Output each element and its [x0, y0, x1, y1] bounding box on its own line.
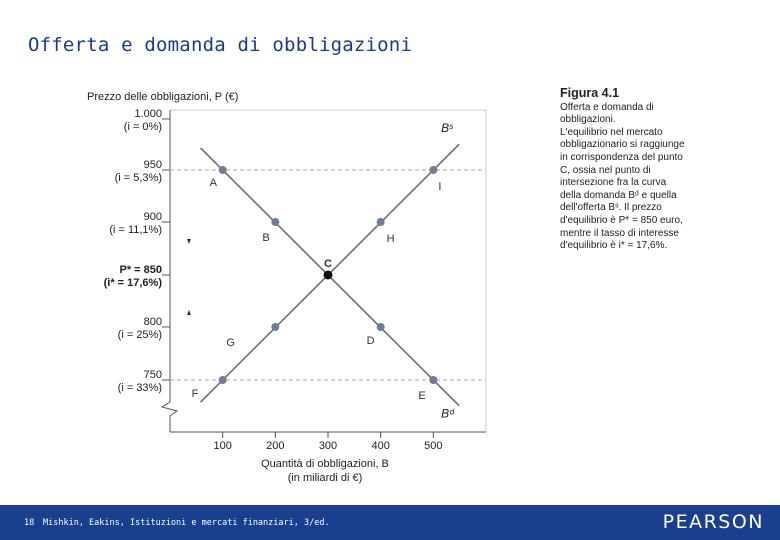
caption-line: C, ossia nel punto di: [560, 164, 651, 176]
caption-line: obbligazionario si raggiunge: [560, 139, 685, 151]
caption-line: L'equilibrio nel mercato: [560, 126, 663, 138]
slide-title: Offerta e domanda di obbligazioni: [28, 34, 413, 56]
point-label: D: [366, 335, 375, 347]
figure-caption: [560, 87, 770, 253]
axis-break-icon: [162, 402, 177, 416]
page-number: 18: [24, 518, 35, 528]
y-rate-label: (i = 11,1%): [109, 224, 162, 236]
y-tick-label: 750: [143, 369, 162, 381]
x-tick-label: 300: [318, 440, 338, 452]
point-i: [429, 166, 437, 174]
point-label: F: [191, 388, 199, 400]
point-label: A: [209, 177, 218, 189]
y-rate-label: (i = 5,3%): [114, 172, 162, 184]
x-tick-label: 200: [266, 440, 285, 452]
y-tick-label: 950: [143, 159, 162, 171]
point-f: [219, 376, 227, 384]
point-h: [377, 218, 385, 226]
caption-line: in corrispondenza del punto: [560, 151, 683, 163]
point-label: I: [438, 181, 442, 193]
point-label: C: [324, 258, 332, 270]
y-rate-label: (i = 0%): [123, 121, 162, 133]
curve-label: Bˢ: [441, 121, 454, 135]
point-label: G: [226, 337, 235, 349]
footer-bar: [0, 505, 780, 540]
y-tick-label: 800: [143, 316, 162, 328]
caption-line: Offerta e domanda di: [560, 101, 654, 113]
y-rate-label: (i = 25%): [117, 329, 162, 341]
caption-line: d'equilibrio è i* = 17,6%.: [560, 240, 668, 252]
figure-number: Figura 4.1: [560, 86, 620, 100]
caption-line: mentre il tasso di interesse: [560, 227, 679, 239]
caption-line: della domanda Bᵈ e quella: [560, 189, 677, 201]
y-tick-label: P* = 850: [119, 264, 162, 276]
caption-line: intersezione fra la curva: [560, 177, 667, 189]
y-rate-label: (i* = 17,6%): [103, 277, 162, 289]
book-citation: Mishkin, Eakins, Istituzioni e mercati finanziari, 3/ed.: [43, 518, 330, 528]
caption-line: d'equilibrio è P* = 850 euro,: [560, 214, 683, 226]
x-axis-label: Quantità di obbligazioni, B: [261, 458, 389, 470]
caption-line: obbligazioni.: [560, 114, 616, 126]
point-d: [377, 323, 385, 331]
y-tick-label: 900: [143, 211, 162, 223]
point-e: [429, 376, 437, 384]
point-label: B: [262, 232, 270, 244]
arrow-up-icon: [187, 310, 191, 315]
x-tick-label: 400: [371, 440, 390, 452]
point-label: E: [418, 390, 426, 402]
y-rate-label: (i = 33%): [117, 382, 162, 394]
y-axis-label: Prezzo delle obbligazioni, P (€): [87, 91, 239, 103]
point-b: [271, 218, 279, 226]
point-g: [271, 323, 279, 331]
pearson-logo: PEARSON: [662, 511, 764, 533]
point-label: H: [386, 233, 395, 245]
x-tick-label: 500: [424, 440, 443, 452]
x-axis-label-unit: (in miliardi di €): [287, 472, 363, 484]
point-c: [324, 271, 333, 280]
y-tick-label: 1.000: [134, 108, 162, 120]
curve-label: Bᵈ: [441, 406, 454, 421]
x-tick-label: 100: [213, 440, 232, 452]
point-a: [219, 166, 227, 174]
caption-line: dell'offerta Bˢ. Il prezzo: [560, 202, 662, 214]
arrow-down-icon: [187, 239, 191, 244]
